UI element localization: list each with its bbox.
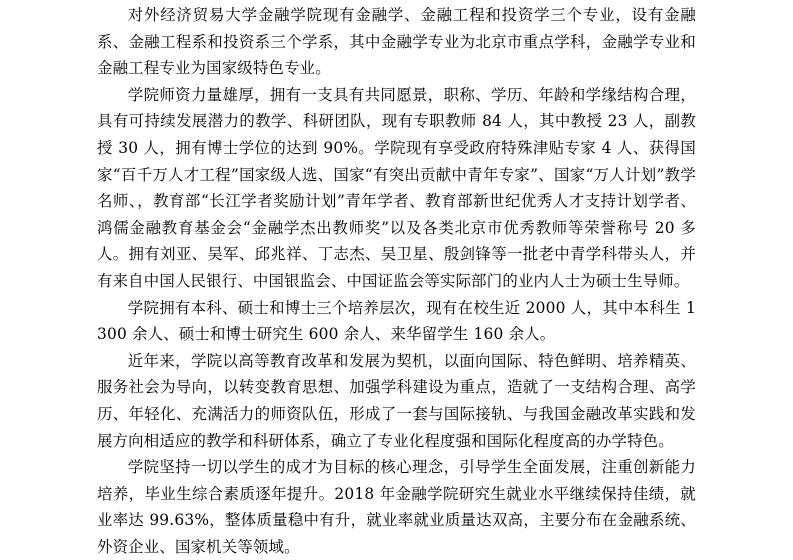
paragraph: 学院拥有本科、硕士和博士三个培养层次，现有在校生近 2000 人，其中本科生 1300 余人、硕士和博士研究生 600 余人、来华留学生 160 余人。 (97, 298, 696, 344)
paragraph: 近年来，学院以高等教育改革和发展为契机，以面向国际、特色鲜明、培养精英、服务社会为导向，以转变教育思想、加强学科建设为重点，造就了一支结构合理、高学历、年轻化、充满活力的师资队伍，形成了一套与国际接轨、与我国金融改革实践和发展方向相适应的教学和科研体系，确立了专业化程度强和国际化程度高的办学特色。 (97, 351, 696, 450)
paragraph: 学院坚持一切以学生的成才为目标的核心理念，引导学生全面发展，注重创新能力培养，毕业生综合素质逐年提升。2018 年金融学院研究生就业水平继续保持佳绩，就业率达 99.63%，整体质量稳中有升，就业率就业质量达双高，主要分布在金融系统、外资企业、国家机关等领域。 (97, 458, 696, 556)
paragraph: 学院师资力量雄厚，拥有一支具有共同愿景，职称、学历、年龄和学缘结构合理，具有可持续发展潜力的教学、科研团队，现有专职教师 84 人，其中教授 23 人，副教授 30 人，拥有博士学位的达到 90%。学院现有享受政府特殊津贴专家 4 人、获得国家“百千万人才工程”国家级人选、国家“有突出贡献中青年专家”、国家“万人计划”教学名师、，教育部“长江学者奖励计划”青年学者、教育部新世纪优秀人才支持计划学者、鸿儒金融教育基金会“金融学杰出教师奖”以及各类北京市优秀教师等荣誉称号 20 多人。拥有刘亚、吴军、邱兆祥、丁志杰、吴卫星、殷剑锋等一批老中青学科带头人，并有来自中国人民银行、中国银监会、中国证监会等实际部门的业内人士为硕士生导师。 (97, 85, 696, 290)
document-body (97, 0, 696, 560)
paragraph: 对外经济贸易大学金融学院现有金融学、金融工程和投资学三个专业，设有金融系、金融工程系和投资系三个学系，其中金融学专业为北京市重点学科，金融学专业和金融工程专业为国家级特色专业。 (97, 6, 696, 78)
